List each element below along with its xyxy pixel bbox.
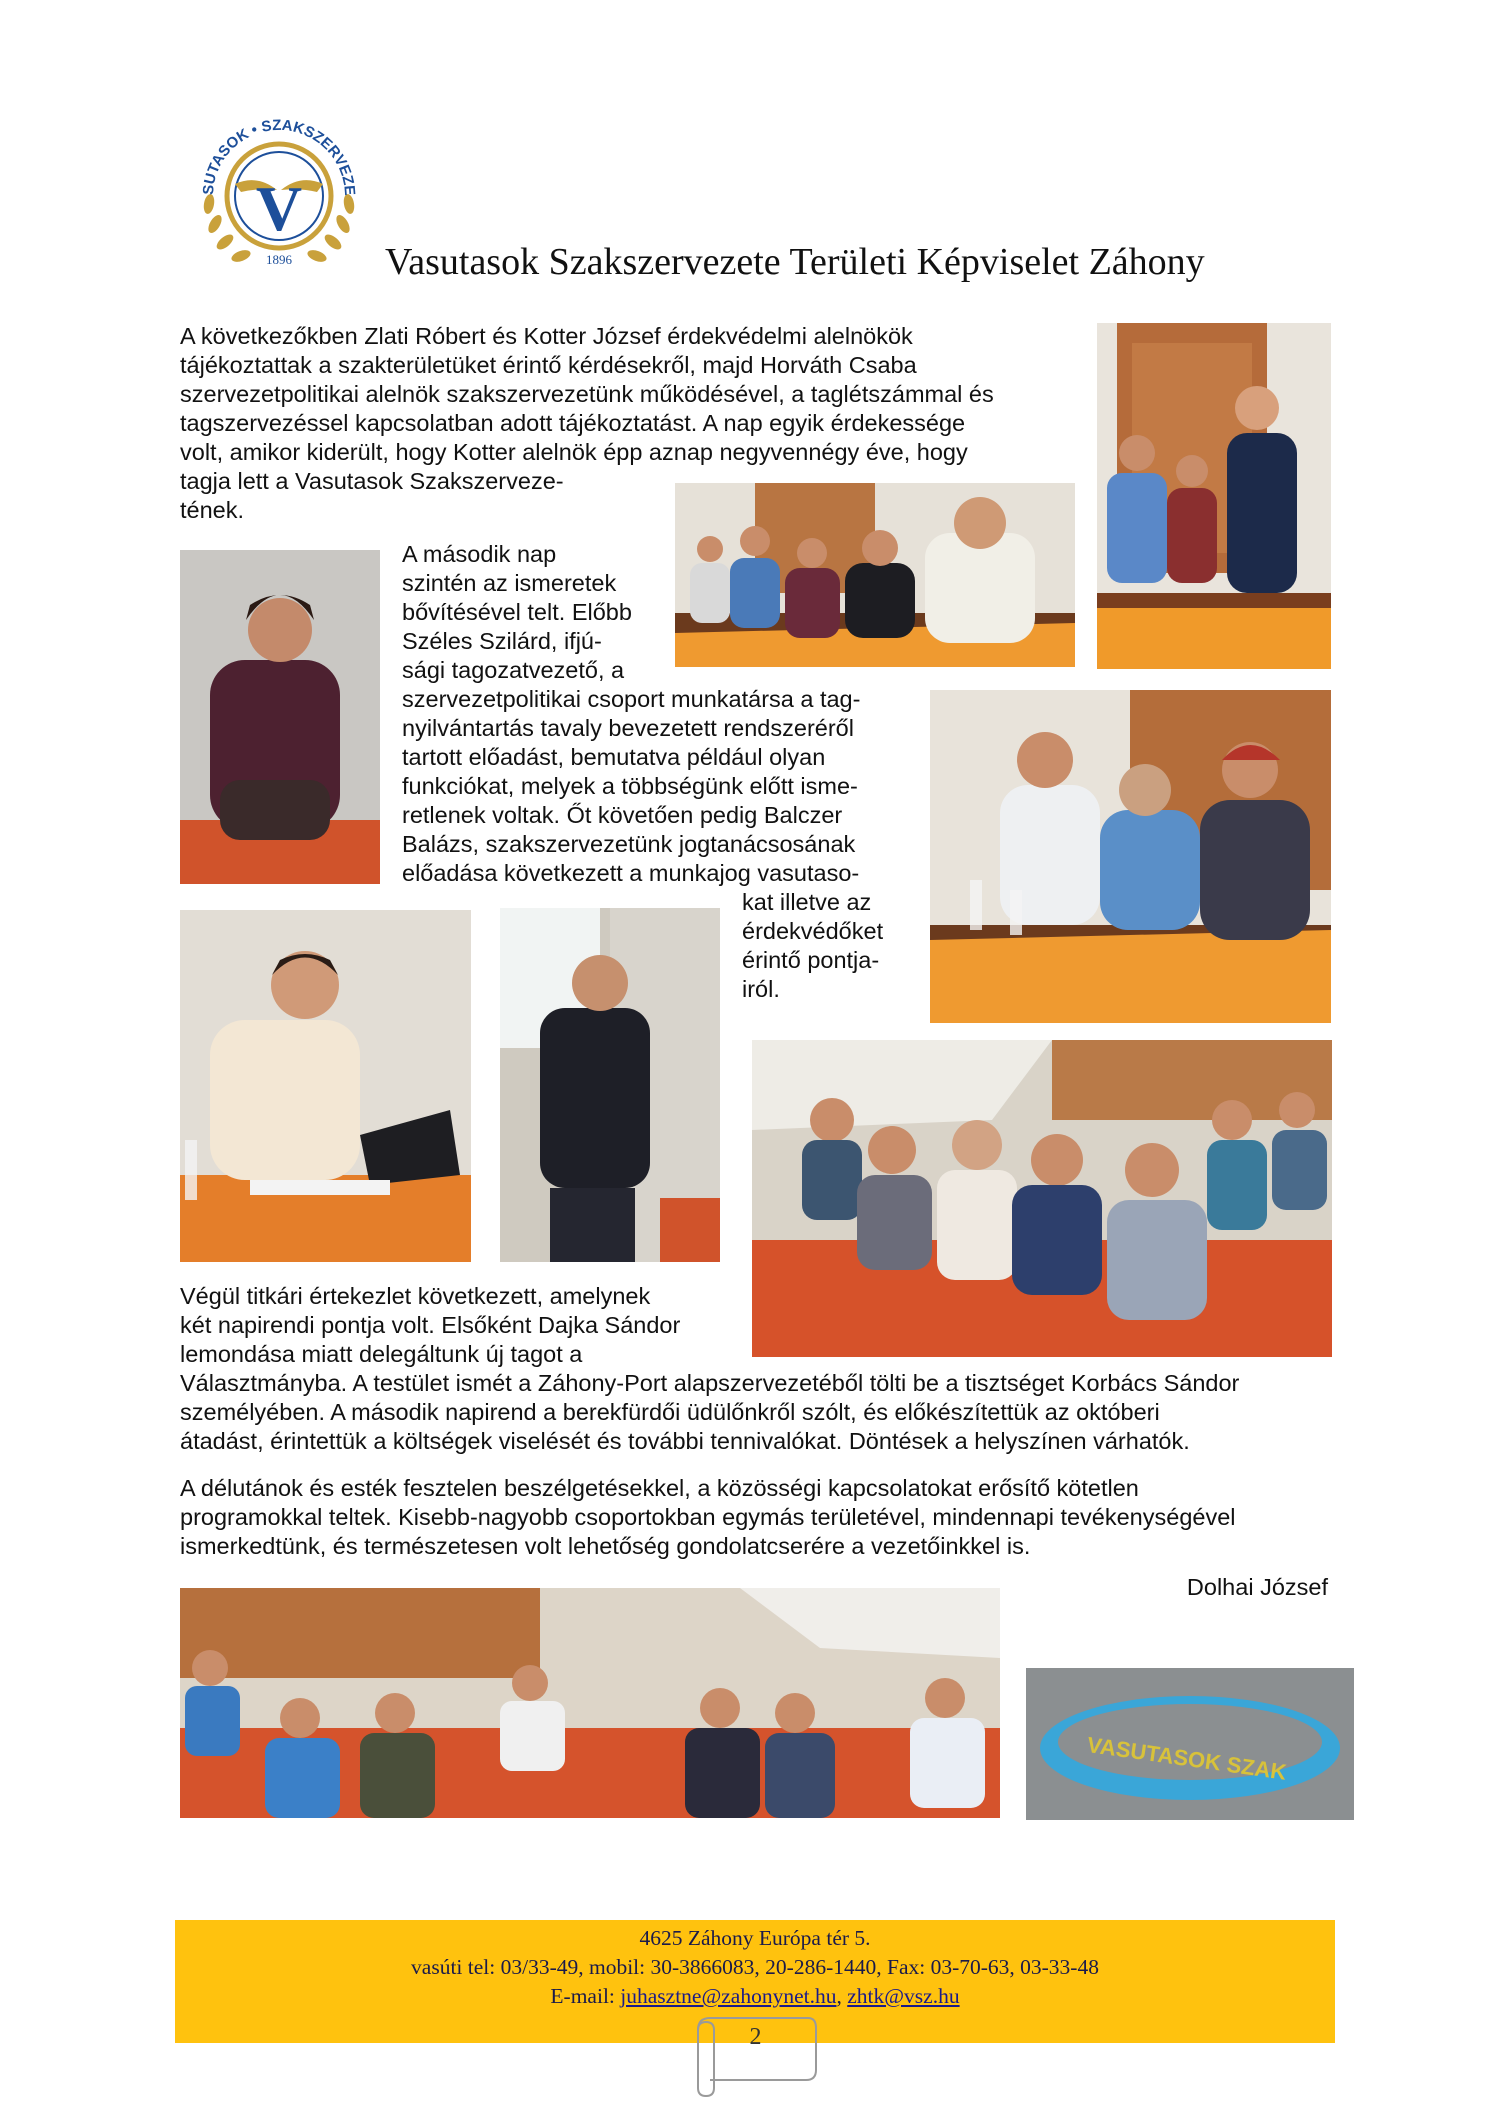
photo-speaker-gesturing xyxy=(500,908,720,1262)
union-logo xyxy=(185,92,373,280)
signature: Dolhai József xyxy=(1186,1574,1328,1600)
paragraph-1-tail xyxy=(180,467,650,525)
photo-bracelet xyxy=(1026,1668,1354,1820)
text-line: programokkal teltek. Kisebb-nagyobb csoportokban egymás területével, mindennapi tevékenységével xyxy=(180,1504,1236,1530)
text-line: funkciókat, melyek a többségünk előtt isme- xyxy=(402,773,858,799)
text-line: Balázs, szakszervezetünk jogtanácsosának xyxy=(402,831,856,857)
footer-email-line xyxy=(175,1982,1335,2011)
text-line: retlenek voltak. Őt követően pedig Balczer xyxy=(402,802,843,828)
logo-letter: V xyxy=(255,173,303,244)
text-line: A délutánok és esték fesztelen beszélgetésekkel, a közösségi kapcsolatokat erősítő kötetlen xyxy=(180,1475,1139,1501)
text-line: tájékoztattak a szakterületüket érintő kérdésekről, majd Horváth Csaba xyxy=(180,352,917,378)
logo-year: 1896 xyxy=(266,252,292,267)
page-number: 2 xyxy=(749,2024,762,2050)
photo-presenter-laptop xyxy=(180,910,471,1262)
photo-audience-clapping xyxy=(930,690,1331,1023)
email-label: E-mail: xyxy=(550,1984,621,2008)
text-line: lemondása miatt delegáltunk új tagot a xyxy=(180,1341,583,1367)
paragraph-2-part-c xyxy=(742,888,904,1004)
text-line: érintő pontja- xyxy=(742,947,880,973)
paragraph-4 xyxy=(180,1474,1330,1561)
text-line: ismerkedtünk, és természetesen volt lehetőség gondolatcserére a vezetőinkkel is. xyxy=(180,1533,1031,1559)
text-line: sági tagozatvezető, a xyxy=(402,657,625,683)
text-line: A következőkben Zlati Róbert és Kotter József érdekvédelmi alelnökök xyxy=(180,323,913,349)
text-line: nyilvántartás tavaly bevezetett rendszeréről xyxy=(402,715,854,741)
text-line: tagja lett a Vasutasok Szakszerveze- xyxy=(180,468,564,494)
footer-phones: vasúti tel: 03/33-49, mobil: 30-3866083, 20-286-1440, Fax: 03-70-63, 03-33-48 xyxy=(411,1955,1099,1979)
text-line: szintén az ismeretek xyxy=(402,570,617,596)
text-line: személyében. A második napirend a berekfürdői üdülőnkről szólt, és előkészítettük az októberi xyxy=(180,1399,1160,1425)
paragraph-2-part-a xyxy=(402,540,652,685)
logo-arc-text: SUTASOK • SZAKSZERVEZE xyxy=(199,116,359,197)
paragraph-3-part-b xyxy=(180,1369,1330,1456)
photo-woman-speaker xyxy=(180,550,380,884)
photo-audience-seated xyxy=(752,1040,1332,1357)
text-line: előadása következett a munkajog vasutaso- xyxy=(402,860,860,886)
email-link-2[interactable]: zhtk@vsz.hu xyxy=(847,1984,960,2008)
text-line: szervezetpolitikai csoport munkatársa a tag- xyxy=(402,686,861,712)
email-separator: , xyxy=(836,1984,848,2008)
paragraph-1 xyxy=(180,322,1078,467)
text-line: két napirendi pontja volt. Elsőként Dajka Sándor xyxy=(180,1312,681,1338)
text-line: szervezetpolitikai alelnök szakszervezetünk működésével, a taglétszámmal és xyxy=(180,381,994,407)
bracelet-text: VASUTASOK SZAK xyxy=(1085,1732,1288,1785)
text-line: iról. xyxy=(742,976,780,1002)
text-line: érdekvédőket xyxy=(742,918,884,944)
text-line: bővítésével telt. Előbb xyxy=(402,599,632,625)
text-line: Széles Szilárd, ifjú- xyxy=(402,628,602,654)
email-link-1[interactable]: juhasztne@zahonynet.hu xyxy=(620,1984,837,2008)
text-line: Végül titkári értekezlet következett, amelynek xyxy=(180,1283,651,1309)
text-line: tének. xyxy=(180,497,245,523)
text-line: A második nap xyxy=(402,541,557,567)
page-title: Vasutasok Szakszervezete Területi Képviselet Záhony xyxy=(385,241,1205,283)
photo-audience-wide xyxy=(180,1588,1000,1818)
text-line: kat illetve az xyxy=(742,889,872,915)
text-line: átadást, érintettük a költségek viselését és további tennivalókat. Döntések a helyszínen várhatók. xyxy=(180,1428,1190,1454)
text-line: tagszervezéssel kapcsolatban adott tájékoztatást. A nap egyik érdekessége xyxy=(180,410,966,436)
text-line: tartott előadást, bemutatva például olyan xyxy=(402,744,826,770)
footer-address: 4625 Záhony Európa tér 5. xyxy=(639,1926,871,1950)
photo-speaker-standing xyxy=(1097,323,1331,669)
photo-table-group xyxy=(675,483,1075,667)
text-line: volt, amikor kiderült, hogy Kotter alelnök épp aznap negyvennégy éve, hogy xyxy=(180,439,968,465)
paragraph-3-part-a xyxy=(180,1282,726,1369)
text-line: Választmányba. A testület ismét a Záhony-Port alapszervezetéből tölti be a tisztséget Korbács Sándor xyxy=(180,1370,1240,1396)
paragraph-2-part-b xyxy=(402,685,904,888)
